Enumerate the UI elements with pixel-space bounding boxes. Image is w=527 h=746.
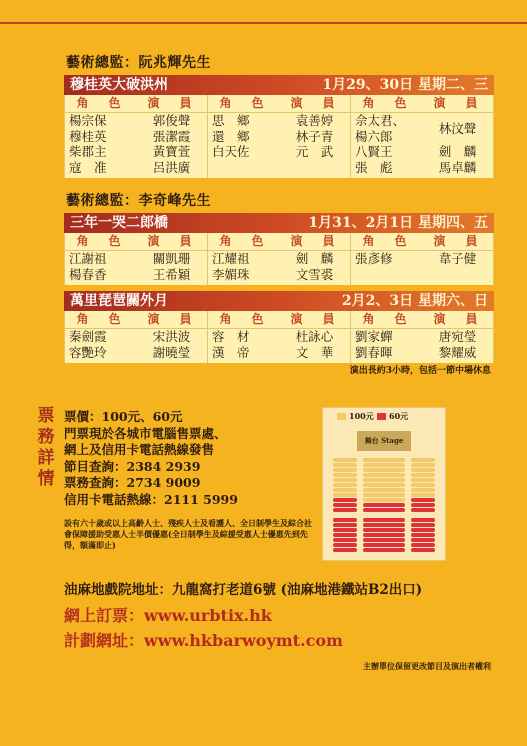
seat-row	[411, 483, 435, 487]
seat-row	[411, 468, 435, 472]
show-block	[64, 291, 494, 363]
seat-row	[363, 533, 405, 537]
cast-column	[65, 233, 208, 285]
show-header	[64, 213, 494, 233]
role-header: 角 色	[219, 312, 268, 326]
discount-note: 設有六十歲或以上高齡人士、殘疾人士及看護人、全日制學生及綜合社會保障援助受惠人士半價優惠(全日制學生及綜援受惠人士優惠先到先得，額滿即止)	[64, 518, 312, 550]
role-name: 江耀祖	[212, 251, 250, 266]
stage: 舞台 Stage	[357, 431, 411, 451]
cast-column	[351, 233, 494, 285]
seat-row	[411, 488, 435, 492]
duration-note: 演出長約3小時，包括一節中場休息	[349, 366, 491, 376]
cast-column-header	[208, 95, 350, 113]
seat-row	[333, 473, 357, 477]
seat-block	[333, 518, 357, 553]
cast-row	[351, 251, 493, 267]
actor-header: 演 員	[147, 234, 196, 248]
seat-row	[411, 463, 435, 467]
seat-block	[363, 518, 405, 553]
performer-name: 郭俊聲	[152, 113, 191, 128]
seat-row	[411, 503, 435, 507]
performer-name: 宋洪波	[152, 329, 191, 344]
seat-row	[333, 548, 357, 552]
actor-header: 演 員	[290, 234, 339, 248]
performer-name: 關凱珊	[152, 251, 191, 266]
performer-name: 黃寶萱	[152, 144, 191, 159]
performer-name: 韋子健	[438, 251, 477, 266]
seat-row	[333, 488, 357, 492]
website-link[interactable]: www.hkbarwoymt.com	[144, 631, 343, 650]
cast-column-header	[65, 95, 207, 113]
footer-note: 主辦單位保留更改節目及演出者權利	[363, 661, 491, 671]
seat-row	[363, 498, 405, 502]
performer-name: 呂洪廣	[152, 159, 191, 175]
seat-row	[363, 508, 405, 512]
seat-row	[411, 458, 435, 462]
role-header: 角 色	[362, 96, 411, 110]
seat-row	[411, 528, 435, 532]
seat-block	[411, 518, 435, 553]
role-header: 角 色	[76, 234, 125, 248]
cast-row	[208, 251, 350, 267]
cast-column-header	[351, 311, 493, 329]
actor-header: 演 員	[290, 96, 339, 110]
actor-header: 演 員	[147, 96, 196, 110]
role-name: 楊春香	[69, 266, 107, 282]
cast-column-header	[65, 311, 207, 329]
seat-row	[333, 483, 357, 487]
cast-row	[208, 345, 350, 361]
show-dates: 1月29、30日 星期二、三	[322, 77, 488, 93]
seat-row	[411, 498, 435, 502]
swatch-100	[337, 413, 346, 420]
show-dates: 1月31、2月1日 星期四、五	[308, 215, 488, 231]
performer-name: 杜詠心	[295, 329, 334, 344]
seat-row	[333, 503, 357, 507]
role-name: 江謝祖	[69, 251, 107, 266]
ticket-line: 節目查詢：2384 2939	[64, 458, 201, 474]
director-line: 藝術總監：李奇峰先生	[66, 193, 211, 209]
cast-row	[351, 160, 493, 176]
cast-row	[65, 144, 207, 160]
seat-row	[333, 468, 357, 472]
show-title: 萬里琵琶關外月	[70, 293, 168, 309]
actor-header: 演 員	[290, 312, 339, 326]
role-header: 角 色	[219, 234, 268, 248]
performer-name: 黎耀威	[438, 344, 477, 360]
cast-column-header	[351, 233, 493, 251]
role-name: 容 材	[212, 329, 250, 344]
seat-row	[333, 533, 357, 537]
performer-name: 張潔霞	[152, 128, 191, 144]
seat-row	[363, 523, 405, 527]
show-title: 穆桂英大破洪州	[70, 77, 168, 93]
role-name: 寇 准	[69, 159, 107, 175]
role-name: 佘太君、 楊六郎	[355, 113, 406, 144]
director-line: 藝術總監：阮兆輝先生	[66, 55, 211, 71]
seat-row	[411, 518, 435, 522]
role-header: 角 色	[219, 96, 268, 110]
legend-60: 60元	[377, 411, 408, 422]
ticket-label-char: 詳	[37, 448, 55, 468]
role-name: 張 彪	[355, 159, 393, 175]
cast-row	[65, 129, 207, 145]
seat-row	[363, 478, 405, 482]
seating-plan	[322, 407, 446, 561]
performer-name: 元 武	[295, 144, 334, 159]
seat-row	[411, 543, 435, 547]
performer-name: 林汶聲	[438, 120, 477, 136]
seat-row	[363, 488, 405, 492]
cast-table	[64, 311, 494, 363]
role-name: 楊宗保	[69, 113, 107, 128]
seat-row	[363, 518, 405, 522]
seat-block	[411, 458, 435, 513]
seat-row	[411, 548, 435, 552]
show-block	[64, 52, 494, 178]
role-name: 八賢王	[355, 144, 393, 159]
cast-column-header	[208, 311, 350, 329]
cast-row	[351, 345, 493, 361]
cast-row	[65, 160, 207, 176]
seat-row	[363, 503, 405, 507]
seat-block	[333, 458, 357, 513]
top-divider	[0, 22, 527, 24]
seat-row	[333, 528, 357, 532]
cast-row	[208, 329, 350, 345]
urbtix-link[interactable]: www.urbtix.hk	[144, 606, 272, 625]
seat-row	[333, 518, 357, 522]
cast-row	[208, 144, 350, 160]
seat-row	[411, 523, 435, 527]
role-header: 角 色	[76, 96, 125, 110]
cast-column	[351, 311, 494, 363]
seat-row	[333, 478, 357, 482]
cast-row	[208, 129, 350, 145]
seat-row	[411, 533, 435, 537]
seat-row	[333, 498, 357, 502]
ticket-label-char: 情	[37, 469, 55, 489]
cast-row	[351, 329, 493, 345]
seat-row	[333, 458, 357, 462]
show-header	[64, 291, 494, 311]
cast-row	[65, 267, 207, 283]
role-name: 漢 帝	[212, 344, 250, 360]
cast-row	[208, 267, 350, 283]
performer-name: 馬卓麟	[438, 159, 477, 175]
seat-row	[411, 493, 435, 497]
show-dates: 2月2、3日 星期六、日	[341, 293, 488, 309]
cast-row	[65, 113, 207, 129]
actor-header: 演 員	[433, 96, 482, 110]
role-name: 李媚珠	[212, 266, 250, 282]
program-list	[64, 52, 494, 369]
ticket-line: 票價：100元、60元	[64, 409, 183, 424]
cast-column	[351, 95, 494, 178]
show-title: 三年一哭二郎橋	[70, 215, 168, 231]
actor-header: 演 員	[433, 234, 482, 248]
ticket-line: 網上及信用卡電話熱線發售	[64, 442, 215, 457]
actor-header: 演 員	[147, 312, 196, 326]
ticket-line: 信用卡電話熱線：2111 5999	[64, 491, 238, 507]
cast-row	[65, 345, 207, 361]
performer-name: 謝曉瑩	[152, 344, 191, 360]
seat-row	[363, 463, 405, 467]
cast-column-header	[65, 233, 207, 251]
role-name: 秦劍霞	[69, 329, 107, 344]
role-header: 角 色	[362, 234, 411, 248]
role-name: 思 鄉	[212, 113, 250, 128]
ticket-line: 票務查詢：2734 9009	[64, 475, 201, 490]
role-name: 容艷玲	[69, 344, 107, 360]
cast-column-header	[351, 95, 493, 113]
ticket-label-char: 票	[37, 406, 55, 426]
role-header: 角 色	[76, 312, 125, 326]
cast-column	[65, 311, 208, 363]
cast-column	[208, 311, 351, 363]
ticket-section-label	[36, 406, 56, 490]
show-block	[64, 190, 494, 285]
legend-100: 100元	[337, 411, 374, 422]
seat-row	[411, 478, 435, 482]
seat-row	[333, 543, 357, 547]
performer-name: 林子青	[295, 128, 334, 144]
seat-row	[363, 538, 405, 542]
seat-row	[363, 548, 405, 552]
cast-row	[351, 113, 493, 144]
website[interactable]: 計劃網址：www.hkbarwoymt.com	[64, 631, 343, 650]
role-name: 劉春暉	[355, 344, 393, 360]
cast-table	[64, 95, 494, 178]
seat-row	[333, 538, 357, 542]
role-name: 白天佐	[212, 144, 250, 159]
ticket-line: 門票現於各城市電腦售票處、	[64, 425, 227, 441]
performer-name: 文 華	[295, 344, 334, 360]
cast-row	[65, 329, 207, 345]
swatch-60	[377, 413, 386, 420]
role-name: 劉家蟬	[355, 329, 393, 344]
cast-table	[64, 233, 494, 285]
seat-row	[333, 523, 357, 527]
role-name: 柴郡主	[69, 144, 107, 159]
performer-name: 文雪裘	[295, 266, 334, 282]
performer-name: 王希穎	[152, 266, 191, 282]
ticket-info	[64, 409, 238, 508]
cast-row	[351, 144, 493, 160]
role-name: 張彥修	[355, 251, 393, 266]
venue-address: 油麻地戲院地址：九龍窩打老道6號 (油麻地港鐵站B2出口)	[64, 582, 423, 598]
cast-column-header	[208, 233, 350, 251]
seat-row	[363, 543, 405, 547]
seat-row	[363, 493, 405, 497]
seat-row	[363, 458, 405, 462]
performer-name: 劍 麟	[295, 251, 334, 266]
online-booking[interactable]: 網上訂票：www.urbtix.hk	[64, 606, 272, 625]
seat-row	[363, 468, 405, 472]
seat-row	[411, 538, 435, 542]
performer-name: 唐宛瑩	[438, 329, 477, 344]
seat-row	[333, 463, 357, 467]
seat-row	[333, 508, 357, 512]
seat-row	[333, 493, 357, 497]
seat-row	[363, 528, 405, 532]
performer-name: 袁善婷	[295, 113, 334, 128]
seat-row	[411, 473, 435, 477]
ticket-label-char: 務	[37, 427, 55, 447]
cast-column	[65, 95, 208, 178]
show-header	[64, 75, 494, 95]
role-name: 穆桂英	[69, 128, 107, 144]
seat-block	[363, 458, 405, 513]
seat-row	[411, 508, 435, 512]
seat-row	[363, 473, 405, 477]
role-name: 還 鄉	[212, 128, 250, 144]
performer-name: 劍 麟	[438, 144, 477, 159]
cast-column	[208, 95, 351, 178]
role-header: 角 色	[362, 312, 411, 326]
cast-row	[65, 251, 207, 267]
seat-row	[363, 483, 405, 487]
cast-row	[208, 113, 350, 129]
cast-column	[208, 233, 351, 285]
actor-header: 演 員	[433, 312, 482, 326]
